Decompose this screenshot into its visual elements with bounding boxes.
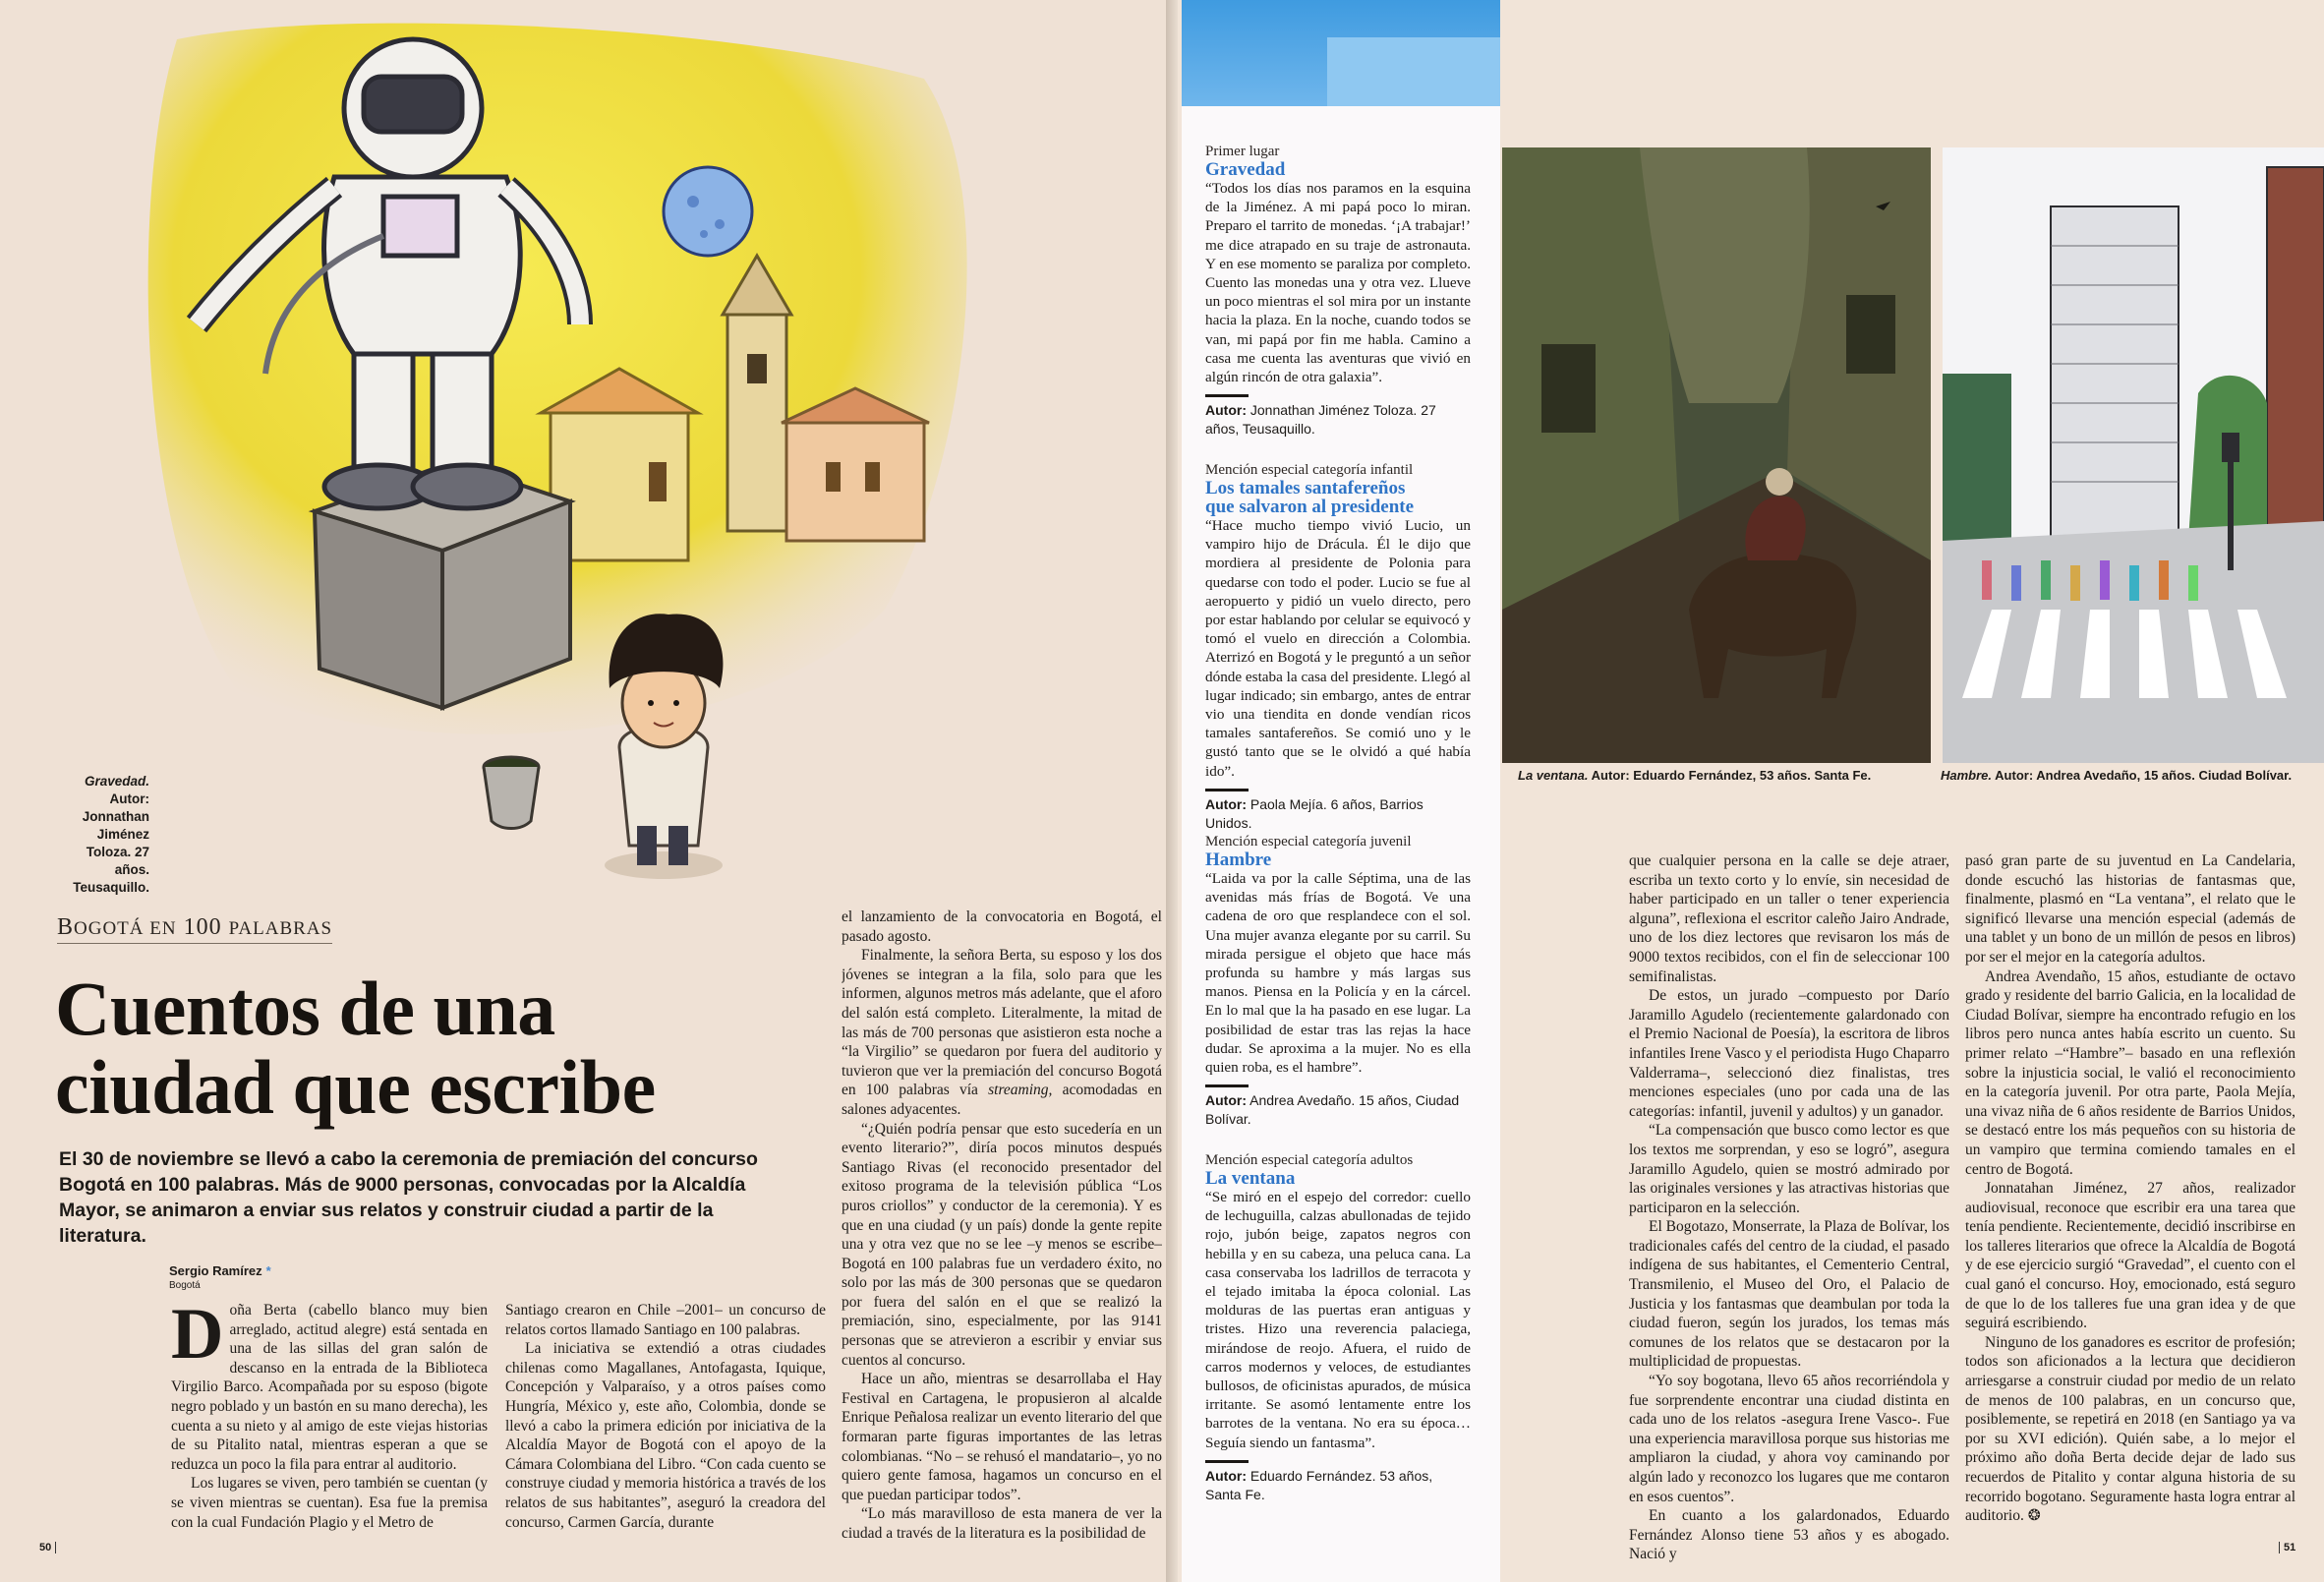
page-gutter bbox=[1166, 0, 1178, 1582]
gravedad-illustration bbox=[118, 0, 1003, 900]
caption-line: Jonnathan bbox=[82, 809, 149, 824]
article-column-1 bbox=[171, 1294, 488, 1532]
article-paragraph: Andrea Avendaño, 15 años, estudiante de octavo grado y residente del barrio Galicia, en la localidad de Ciudad Bolívar, siempre ha encontrado refugio en los libros pero nunca antes había escrito un cuento. Su primer relato –“Hambre”– basado en una reflexión sobre la injusticia social, le valió el reconocimiento en la categoría juvenil. Por otra parte, Paola Mejía, una vivaz niña de 6 años residente de Barrios Unidos, se destacó entre los más pequeños con su historia de un vampiro que termina comiendo tamales en el centro de Bogotá. bbox=[1965, 967, 2295, 1178]
entry-title: Los tamales santafereños bbox=[1205, 478, 1406, 498]
article-paragraph: Finalmente, la señora Berta, su esposo y los dos jóvenes se integran a la fila, solo para que les informen, algunos metros más adelante, que el aforo del salón está completo. Literalmente, la mitad de las más de 700 personas que asistieron esta noche a “la Virgilio” se quedaron por fuera del auditorio y tuvieron que ver la premiación del concurso Bogotá en 100 palabras vía bbox=[842, 947, 1162, 1099]
sidebar-entry-1 bbox=[1205, 144, 1471, 439]
section-label-number: 100 bbox=[183, 914, 222, 940]
caption-line: Toloza. 27 bbox=[86, 845, 149, 859]
caption-line: Autor: bbox=[109, 791, 149, 806]
caption-title: Hambre. bbox=[1941, 768, 1993, 783]
entry-category: Mención especial categoría infantil bbox=[1205, 462, 1414, 478]
article-paragraph: oña Berta (cabello blanco muy bien arreglado, actitud alegre) está sentada en una de las sillas del gran salón de descanso en la entrada de la Biblioteca Virgilio Barco. Acompañada por su esposo (bigote negro poblado y un bastón en su mano derecha), les cuenta a su nieto y al amigo de este viejas historias de su Pitalito natal, mientras esperan a que se reduzca un poco la fila para entrar al auditorio. bbox=[171, 1302, 488, 1473]
photo-caption-la-ventana bbox=[1518, 768, 1871, 783]
page-number: 50 bbox=[39, 1542, 56, 1553]
byline-place: Bogotá bbox=[169, 1280, 201, 1291]
entry-title: que salvaron al presidente bbox=[1205, 497, 1415, 517]
caption-text: Autor: Eduardo Fernández, 53 años. Santa Fe. bbox=[1591, 768, 1872, 783]
author-label: Autor: bbox=[1205, 402, 1247, 419]
article-paragraph: “Lo más maravilloso de esta manera de ver la ciudad a través de la literatura es la posibilidad de bbox=[842, 1505, 1162, 1542]
article-paragraph: el lanzamiento de la convocatoria en Bogotá, el pasado agosto. bbox=[842, 908, 1162, 945]
lede-paragraph: El 30 de noviembre se llevó a cabo la ceremonia de premiación del concurso Bogotá en 100 palabras. Más de 9000 personas, convocadas por la Alcaldía Mayor, se animaron a enviar sus relatos y construir ciudad a partir de la literatura. bbox=[59, 1148, 758, 1247]
coin-bucket-drawing bbox=[484, 757, 539, 829]
article-paragraph: De estos, un jurado –compuesto por Darío Jaramillo Agudelo (recientemente galardonado con el Premio Nacional de Poesía), la escritora de libros infantiles Irene Vasco y el periodista Hugo Chaparro Valderrama–, seleccionó diez finalistas, tres menciones especiales (uno por cada una de las categorías: infantil, juvenil y adultos) y un ganador. bbox=[1629, 987, 1949, 1120]
entry-title: La ventana bbox=[1205, 1168, 1296, 1189]
page-number: 51 bbox=[2279, 1542, 2295, 1553]
headline-line: Cuentos de una bbox=[55, 966, 555, 1051]
headline-line: ciudad que escribe bbox=[55, 1044, 656, 1130]
entry-author: Andrea Avedaño. 15 años, Ciudad Bolívar. bbox=[1205, 1092, 1460, 1128]
article-paragraph: La iniciativa se extendió a otras ciudades chilenas como Magallanes, Antofagasta, Iquique, Concepción y Valparaíso, y a otros países como Hungría, México y, este año, Colombia, donde se llevó a cabo la primera edición por iniciativa de la Alcaldía Mayor de Bogotá con el apoyo de la Cámara Colombiana del Libro. “Con cada cuento se construye ciudad y memoria histórica a través de los relatos de sus habitantes”, aseguró la creadora del concurso, Carmen García, durante bbox=[505, 1340, 826, 1531]
author-label: Autor: bbox=[1205, 1092, 1247, 1109]
entry-category: Mención especial categoría adultos bbox=[1205, 1152, 1414, 1168]
illustration-caption bbox=[29, 773, 149, 897]
sidebar-entry-4 bbox=[1205, 1152, 1471, 1504]
article-column-2 bbox=[505, 1301, 826, 1532]
byline-star: * bbox=[265, 1263, 271, 1278]
article-paragraph: pasó gran parte de su juventud en La Candelaria, donde escuchó las historias de fantasmas que, finalmente, plasmó en “La ventana”, el relato que le significó llevarse una mención especial (además de una tablet y un bono de un millón de pesos en libros) por ser el mejor en la categoría adultos. bbox=[1965, 852, 2295, 966]
drop-cap: D bbox=[171, 1294, 224, 1375]
entry-rule bbox=[1205, 789, 1249, 791]
article-column-5 bbox=[1965, 851, 2295, 1526]
la-ventana-illustration bbox=[1502, 147, 1931, 763]
article-paragraph: “¿Quién podría pensar que esto sucedería en un evento literario?”, diría pocos minutos después Santiago Rivas (el reconocido presentador del exitoso programa de la televisión pública “Los puros criollos” y conductor de la ceremonia). Y es que en una ciudad (y un país) donde la gente repite una y otra vez que no se lee –y menos se escribe– Bogotá en 100 palabras fue un verdadero éxito, no solo por las más de 300 personas que se quedaron por fuera del salón en el que se realizó la premiación, sino, especialmente, por las 9141 personas que se atrevieron a escribir y enviar sus cuentos al concurso. bbox=[842, 1120, 1162, 1369]
author-label: Autor: bbox=[1205, 1467, 1247, 1484]
entry-body: “Laida va por la calle Séptima, una de las avenidas más frías de Bogotá. Ve una cadena de oro que resplandece con el sol. Una mujer avanza elegante por su carril. Su mirada persigue el objeto que hace más profunda su hambre y más largas sus manos. Piensa en la Policía y en la cárcel. En lo mal que la ha pasado en ese lugar. La posibilidad de estar tras las rejas la hace dudar. Se aproxima a la mujer. No es ella quien roba, es el hambre”. bbox=[1205, 870, 1471, 1077]
entry-category: Primer lugar bbox=[1205, 144, 1280, 159]
article-paragraph: Jonnatahan Jiménez, 27 años, realizador audiovisual, reconoce que escribir era una tarea que tenía pendiente. Recientemente, decidió inscribirse en los talleres literarios que ofrece la Alcaldía de Bogotá y de ese ejercicio surgió “Gravedad”, el cuento con el cual ganó el concurso. Hoy, emocionado, está seguro de que lo de los talleres fue una gran idea y de que seguirá escribiendo. bbox=[1965, 1180, 2295, 1332]
entry-category: Mención especial categoría juvenil bbox=[1205, 834, 1412, 850]
entry-author: Eduardo Fernández. 53 años, Santa Fe. bbox=[1205, 1467, 1433, 1502]
article-paragraph: Los lugares se viven, pero también se cuentan (y se viven mientras se cuentan). Esa fue la premisa con la cual Fundación Plagio y el Metro de bbox=[171, 1475, 488, 1531]
article-paragraph: que cualquier persona en la calle se deje atraer, escriba un texto corto y lo envíe, sin necesidad de haber participado en un taller o tener experiencia alguna”, reflexiona el escritor caleño Jairo Andrade, uno de los diez lectores que revisaron los más de 9000 textos recibidos, con el fin de seleccionar 100 semifinalistas. bbox=[1629, 852, 1949, 985]
end-mark: ❂ bbox=[2027, 1507, 2041, 1525]
article-paragraph: Santiago crearon en Chile –2001– un concurso de relatos cortos llamado Santiago en 100 palabras. bbox=[505, 1302, 826, 1338]
article-paragraph: “La compensación que busco como lector es que los textos me sorprendan, y eso se logró”, asegura Jaramillo Agudelo, quien se mostró admirado por las originales versiones y las atractivas historias que participaron en la selección. bbox=[1629, 1122, 1949, 1216]
article-paragraph: Ninguno de los ganadores es escritor de profesión; todos son aficionados a la lectura que decidieron arriesgarse a construir ciudad por medio de un relato de menos de 100 palabras, en un concurso que, posiblemente, se repetirá en 2018 (en Santiago ya va por su XVI edición). Quién sabe, a lo mejor el próximo año doña Berta decide dejar de lado sus recuerdos de Pitalito y contar alguna historia de su recorrido bogotano. Seguramente hasta logra entrar al auditorio. bbox=[1965, 1333, 2295, 1525]
caption-line: Teusaquillo. bbox=[73, 880, 149, 895]
entry-author: Paola Mejía. 6 años, Barrios Unidos. bbox=[1205, 795, 1423, 831]
section-label-word: OGOTÁ EN bbox=[74, 918, 177, 939]
section-label-initial: B bbox=[57, 914, 75, 940]
entry-author: Jonnathan Jiménez Toloza. 27 años, Teusaquillo. bbox=[1205, 402, 1436, 438]
entry-rule bbox=[1205, 394, 1249, 397]
sidebar-entry-3 bbox=[1205, 834, 1471, 1129]
author-label: Autor: bbox=[1205, 795, 1247, 812]
caption-line: años. bbox=[114, 862, 149, 877]
sidebar-color-band bbox=[1327, 37, 1500, 106]
section-label-word: PALABRAS bbox=[228, 918, 333, 939]
caption-title: La ventana. bbox=[1518, 768, 1589, 783]
article-paragraph: En cuanto a los galardonados, Eduardo Fernández Alonso tiene 53 años y es abogado. Nació y bbox=[1629, 1507, 1949, 1563]
photo-caption-hambre bbox=[1941, 768, 2292, 783]
entry-body: “Se miró en el espejo del corredor: cuello de lechuguilla, calzas abullonadas de tejido rojo, jubón beige, zapatos negros con hebilla y en su cabeza, una peluca cana. La casa conservaba los ladrillos de terracota y el tejado imitaba la época colonial. Las molduras de las puertas eran antiguas y tristes. Hizo una reverencia palaciega, mirándose de reojo. Afuera, el ruido de carros modernos y veloces, de estudiantes bullosos, de oficinistas apurados, de música irritante. Se asomó lentamente entre los barrotes de la ventana. No era su época… Seguía siendo un fantasma”. bbox=[1205, 1189, 1471, 1451]
article-column-3 bbox=[842, 908, 1162, 1572]
entry-body: “Todos los días nos paramos en la esquina de la Jiménez. A mi papá poco lo miran. Preparo el tarrito de monedas. ‘¡A trabajar!’ me dice atrapado en su traje de astronauta. Y en ese momento se paraliza por completo. Cuento las monedas una y otra vez. Llueve un poco mientras el sol mira por un instante hacia la plaza. En la noche, cuando todos se van, mi papá por fin me habla. Camino a casa me cuenta las aventuras que vivió en algún rincón de otra galaxia”. bbox=[1205, 180, 1471, 386]
moon-shape bbox=[664, 167, 752, 256]
article-column-4 bbox=[1629, 851, 1949, 1564]
caption-text: Autor: Andrea Avedaño, 15 años. Ciudad Bolívar. bbox=[1995, 768, 2293, 783]
article-paragraph: Hace un año, mientras se desarrollaba el Hay Festival en Cartagena, le propusieron al alcalde Enrique Peñalosa realizar un evento literario del que formaran parte figuras importantes de las letras colombianas. “No – se rehusó el mandatario–, yo no quiero gente famosa, hagamos un concurso en el que puedan participar todos”. bbox=[842, 1371, 1162, 1503]
entry-body: “Hace mucho tiempo vivió Lucio, un vampiro hijo de Drácula. Él le dijo que mordiera al presidente de Polonia para quedarse con todo el poder. Lucio se fue al aeropuerto y pidió un vuelo directo, pero por estar hablando por celular se equivocó y tomó el vuelo en dirección a Colombia. Aterrizó en Bogotá y le preguntó a un señor dónde estaba la casa del presidente. Llegó al lugar indicado; sin embargo, antes de entrar vio una tiendita en donde vendían ricos tamales santafereños. Se comió uno y le gustó tanto que se le olvidó a qué había ido”. bbox=[1205, 517, 1471, 780]
caption-title: Gravedad. bbox=[84, 774, 149, 789]
entry-title: Hambre bbox=[1205, 850, 1272, 870]
entry-rule bbox=[1205, 1460, 1249, 1463]
entry-title: Gravedad bbox=[1205, 159, 1286, 180]
entry-rule bbox=[1205, 1084, 1249, 1087]
section-label bbox=[57, 914, 332, 944]
boy-drawing bbox=[605, 614, 723, 879]
caption-line: Jiménez bbox=[96, 827, 149, 842]
italic-word: streaming, bbox=[988, 1082, 1053, 1099]
article-paragraph: El Bogotazo, Monserrate, la Plaza de Bolívar, los tradicionales cafés del centro de la ciudad, el pasado indígena de sus habitantes, el Cementerio Central, Transmilenio, el Museo del Oro, el Palacio de Justicia y los fantasmas que deambulan por toda la ciudad fueron, según los jurados, los temas más comunes de los relatos que se destacaron por la multiplicidad de propuestas. bbox=[1629, 1218, 1949, 1371]
page-title bbox=[55, 966, 822, 1130]
sidebar-entry-2 bbox=[1205, 462, 1471, 833]
article-paragraph: “Yo soy bogotana, llevo 65 años recorriéndola y fue sorprendente encontrar una ciudad distinta en cada uno de los relatos -asegura Irene Vasco-. Fue una experiencia maravillosa porque sus historias me ampliaron la ciudad, y ahora voy caminando por algún lado y reconozco los lugares que me contaron en esos cuentos”. bbox=[1629, 1373, 1949, 1505]
byline-name: Sergio Ramírez bbox=[169, 1263, 262, 1278]
byline bbox=[169, 1262, 271, 1291]
hambre-illustration bbox=[1943, 147, 2324, 763]
article-paragraph: acomodadas en salones adyacentes. bbox=[842, 1082, 1162, 1118]
